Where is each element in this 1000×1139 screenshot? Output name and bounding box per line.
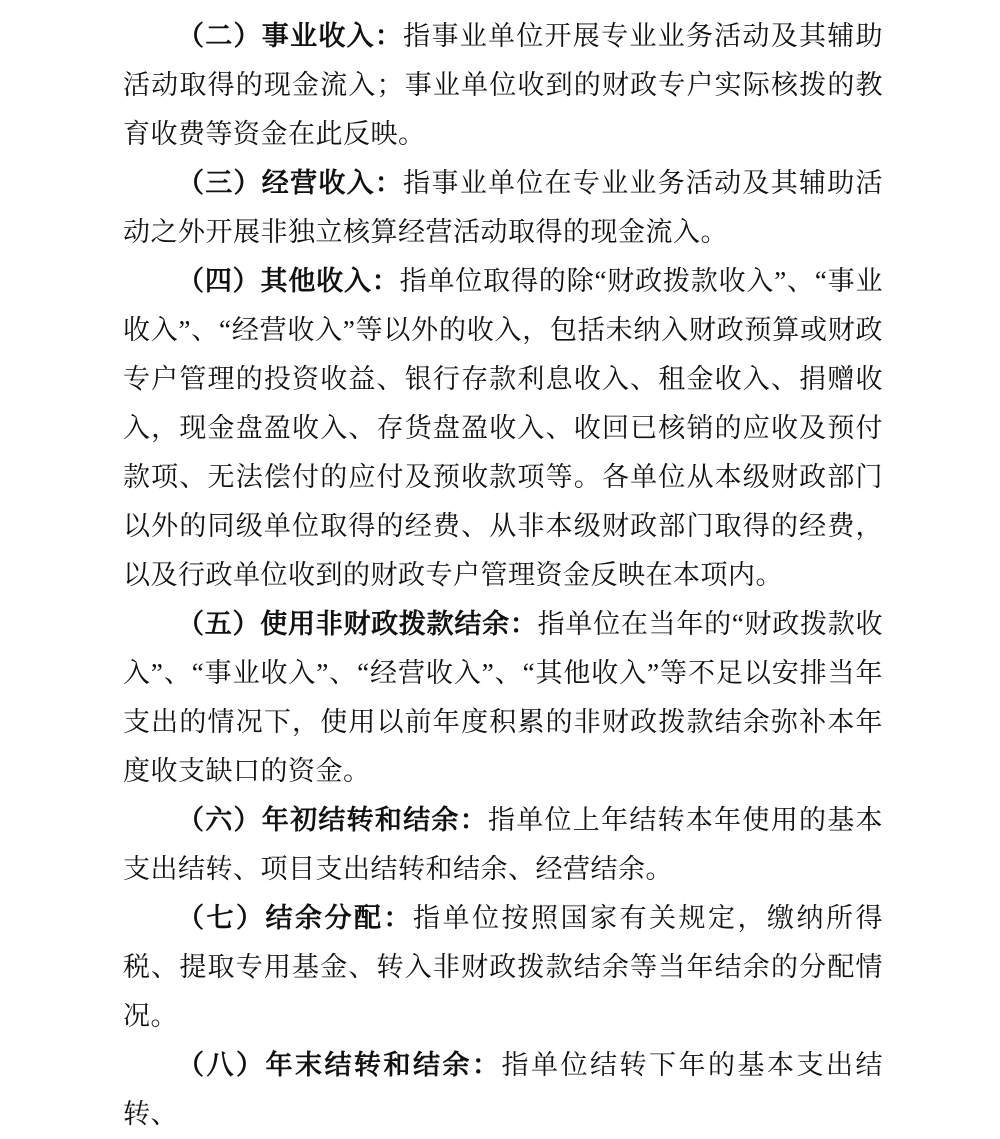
paragraph-body: 指单位按照国家有关规定，缴纳所得税、提取专用基金、转入非财政拨款结余等当年结余的分配情况。 bbox=[123, 903, 883, 1031]
paragraph-heading: （六）年初结转和结余： bbox=[177, 805, 488, 835]
paragraph-item-2 bbox=[123, 12, 883, 159]
paragraph-body: 指单位结转下年的基本支出结转、 bbox=[123, 1050, 883, 1129]
paragraph-heading: （八）年末结转和结余： bbox=[177, 1050, 502, 1080]
paragraph-heading: （五）使用非财政拨款结余： bbox=[177, 609, 538, 639]
paragraph-item-3 bbox=[123, 159, 883, 257]
paragraph-heading: （四）其他收入： bbox=[177, 266, 400, 296]
paragraph-item-4 bbox=[123, 257, 883, 600]
paragraph-item-7 bbox=[123, 894, 883, 1041]
paragraph-body: 指事业单位开展专业业务活动及其辅助活动取得的现金流入；事业单位收到的财政专户实际核拨的教育收费等资金在此反映。 bbox=[123, 21, 884, 149]
paragraph-body: 指单位上年结转本年使用的基本支出结转、项目支出结转和结余、经营结余。 bbox=[123, 805, 884, 884]
paragraph-body: 指单位在当年的“财政拨款收入”、“事业收入”、“经营收入”、“其他收入”等不足以安排当年支出的情况下，使用以前年度积累的非财政拨款结余弥补本年度收支缺口的资金。 bbox=[123, 609, 884, 786]
paragraph-item-8 bbox=[123, 1041, 883, 1139]
paragraph-body: 指单位取得的除“财政拨款收入”、“事业收入”、“经营收入”等以外的收入，包括未纳入财政预算或财政专户管理的投资收益、银行存款利息收入、租金收入、捐赠收入，现金盘盈收入、存货盘盈收入、收回已核销的应收及预付款项、无法偿付的应付及预收款项等。各单位从本级财政部门以外的同级单位取得的经费、从非本级财政部门取得的经费，以及行政单位收到的财政专户管理资金反映在本项内。 bbox=[123, 266, 884, 590]
paragraph-heading: （三）经营收入： bbox=[177, 168, 404, 198]
paragraph-item-5 bbox=[123, 600, 883, 796]
document-body bbox=[123, 12, 883, 1139]
paragraph-heading: （二）事业收入： bbox=[177, 21, 404, 51]
paragraph-item-6 bbox=[123, 796, 883, 894]
paragraph-body: 指事业单位在专业业务活动及其辅助活动之外开展非独立核算经营活动取得的现金流入。 bbox=[123, 168, 884, 247]
paragraph-heading: （七）结余分配： bbox=[177, 903, 413, 933]
